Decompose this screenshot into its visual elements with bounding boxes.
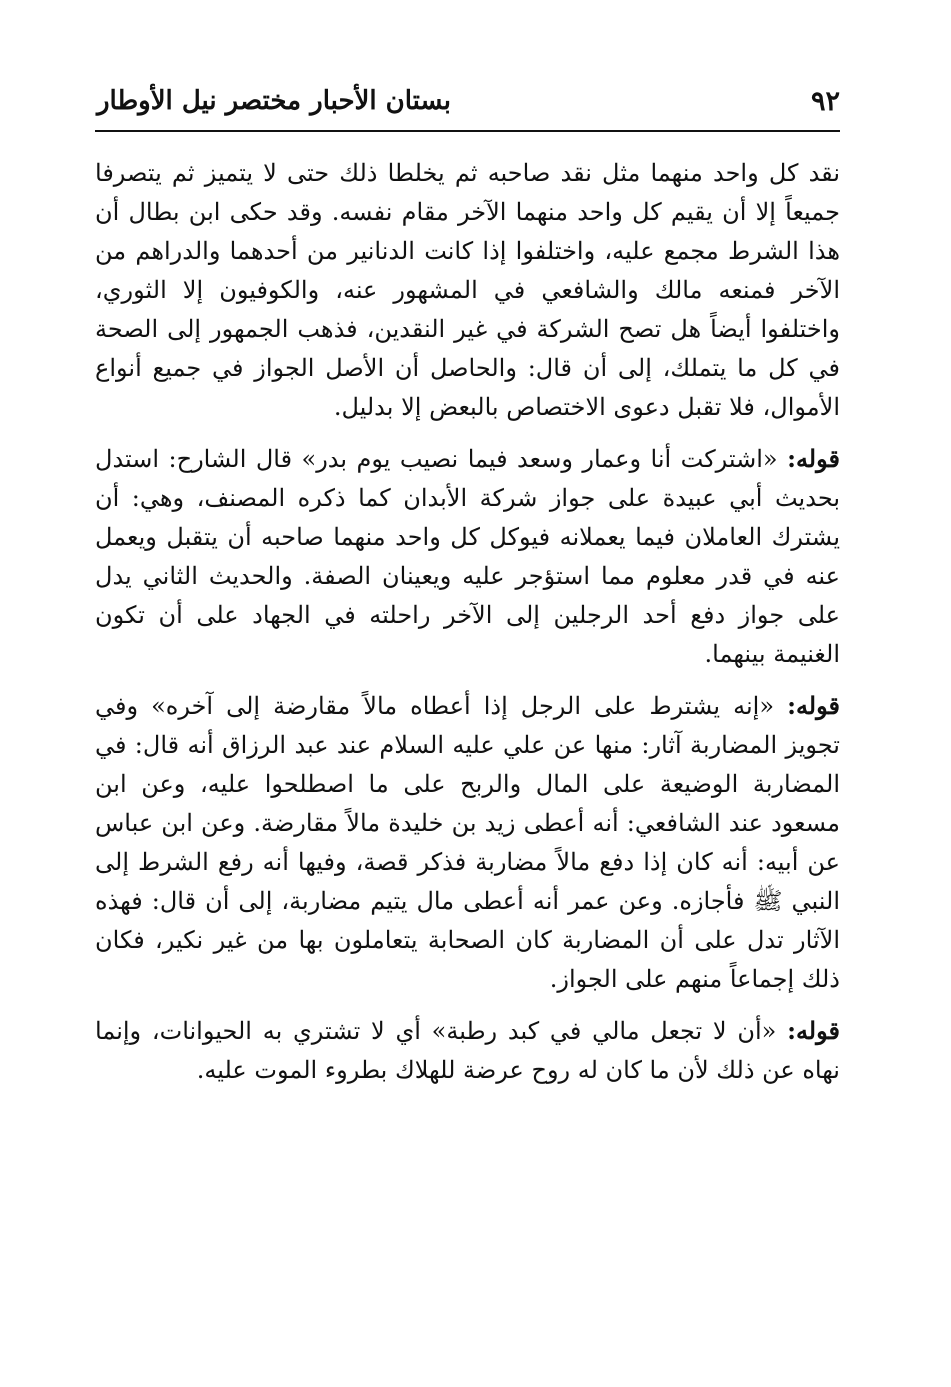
paragraph-4 [95,1011,840,1090]
paragraph-1-text: نقد كل واحد منهما مثل نقد صاحبه ثم يخلطا ذلك حتى لا يتميز ثم يتصرفا جميعاً إلا أن يقيم كل واحد منهما الآخر مقام نفسه. وقد حكى ابن بطال أن هذا الشرط مجمع عليه، واختلفوا إذا كانت الدنانير من أحدهما والدراهم من الآخر فمنعه مالك والشافعي في المشهور عنه، والكوفيون إلا الثوري، واختلفوا أيضاً هل تصح الشركة في غير النقدين، فذهب الجمهور إلى الصحة في كل ما يتملك، إلى أن قال: والحاصل أن الأصل الجواز في جميع أنواع الأموال، فلا تقبل دعوى الاختصاص بالبعض إلا بدليل. [95,159,840,421]
book-title: بستان الأحبار مختصر نيل الأوطار [97,86,451,116]
paragraph-4-lead: قوله: [787,1016,840,1045]
paragraph-3 [95,686,840,999]
paragraph-3-text: «إنه يشترط على الرجل إذا أعطاه مالاً مقارضة إلى آخره» وفي تجويز المضاربة آثار: منها عن علي عليه السلام عند عبد الرزاق أنه قال: في المضاربة الوضيعة على المال والربح على ما اصطلحوا عليه، وعن ابن مسعود عند الشافعي: أنه أعطى زيد بن خليدة مالاً مقارضة. وعن ابن عباس عن أبيه: أنه كان إذا دفع مالاً مضاربة فذكر قصة، وفيها أنه رفع الشرط إلى النبي ﷺ فأجازه. وعن عمر أنه أعطى مال يتيم مضاربة، إلى أن قال: فهذه الآثار تدل على أن المضاربة كان الصحابة يتعاملون بها من غير نكير، فكان ذلك إجماعاً منهم على الجواز. [95,692,840,993]
running-header [95,78,840,132]
paragraph-2-lead: قوله: [787,444,840,473]
paragraph-1 [95,154,840,427]
book-page [95,78,840,1102]
paragraph-4-text: «أن لا تجعل مالي في كبد رطبة» أي لا تشتري به الحيوانات، وإنما نهاه عن ذلك لأن ما كان له روح عرضة للهلاك بطروء الموت عليه. [95,1017,840,1084]
page-number: ٩٢ [810,86,840,117]
body-text [95,154,840,1090]
paragraph-2 [95,439,840,674]
paragraph-2-text: «اشتركت أنا وعمار وسعد فيما نصيب يوم بدر» قال الشارح: استدل بحديث أبي عبيدة على جواز شركة الأبدان كما ذكره المصنف، وهي: أن يشترك العاملان فيما يعملانه فيوكل كل واحد منهما صاحبه أن يتقبل ويعمل عنه في قدر معلوم مما استؤجر عليه ويعينان الصفة. والحديث الثاني يدل على جواز دفع أحد الرجلين إلى الآخر راحلته في الجهاد على أن تكون الغنيمة بينهما. [95,445,841,668]
paragraph-3-lead: قوله: [787,691,840,720]
